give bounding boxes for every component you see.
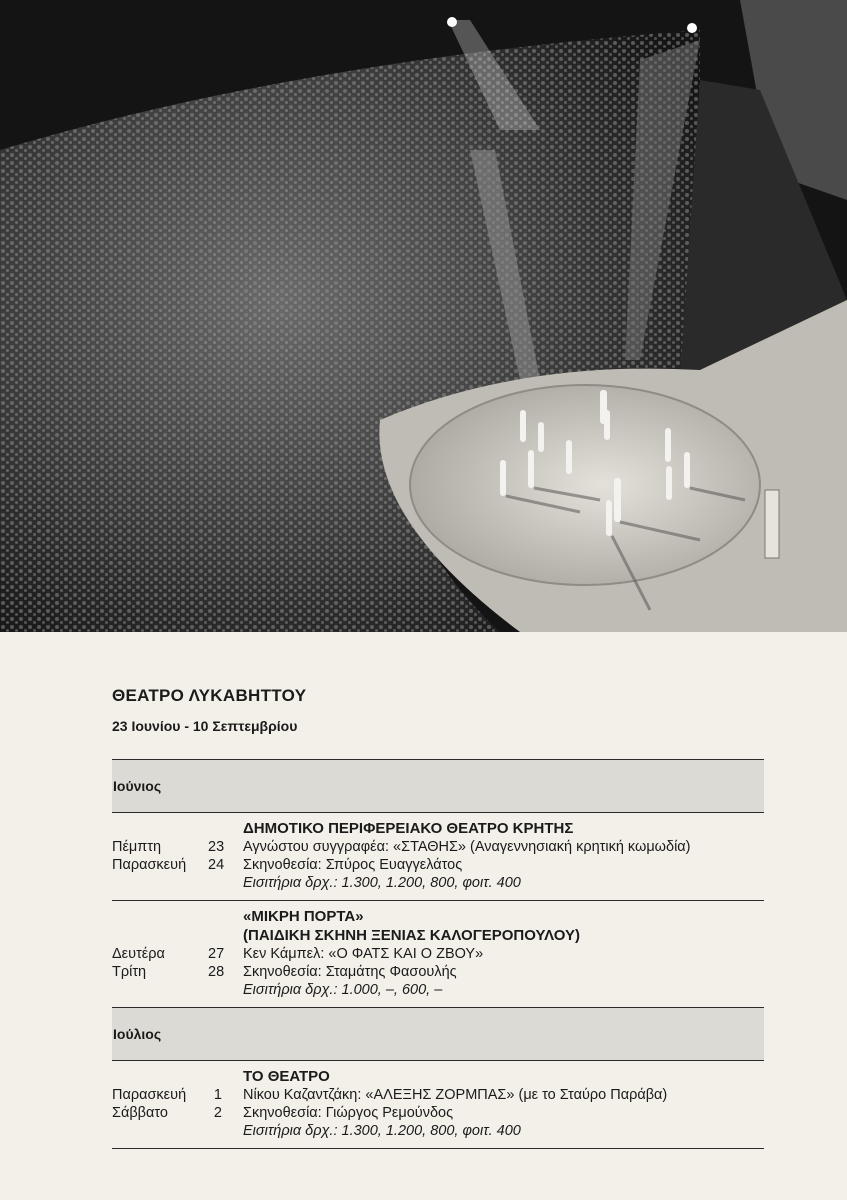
day-number: 24	[208, 857, 225, 873]
month-header-june: Ιούνιος	[112, 760, 764, 812]
weekday: Σάββατο	[112, 1105, 168, 1121]
event-entry	[112, 1061, 764, 1148]
director-info: Σκηνοθεσία: Σταμάτης Φασουλής	[243, 964, 457, 980]
season-dates: 23 Ιουνίου - 10 Σεπτεμβρίου	[112, 718, 298, 734]
event-entry	[112, 901, 764, 1007]
company-name: ΔΗΜΟΤΙΚΟ ΠΕΡΙΦΕΡΕΙΑΚΟ ΘΕΑΤΡΟ ΚΡΗΤΗΣ	[243, 820, 574, 837]
ticket-row	[112, 874, 764, 892]
day-number: 23	[208, 839, 225, 855]
weekday: Παρασκευή	[112, 857, 187, 873]
day-number: 1	[213, 1087, 222, 1103]
ticket-row	[112, 981, 764, 999]
performance-row	[112, 1086, 764, 1104]
play-info: Κεν Κάμπελ: «Ο ΦΑΤΣ ΚΑΙ Ο ΖΒΟΥ»	[243, 946, 484, 962]
play-info: Νίκου Καζαντζάκη: «ΑΛΕΞΗΣ ΖΟΡΜΠΑΣ» (με το Σταύρο Παράβα)	[243, 1087, 668, 1103]
day-number: 27	[208, 946, 225, 962]
ticket-prices: Εισιτήρια δρχ.: 1.300, 1.200, 800, φοιτ. 400	[243, 875, 521, 891]
performance-row	[112, 1104, 764, 1122]
ticket-row	[112, 1122, 764, 1140]
day-number: 2	[213, 1105, 222, 1121]
company-name: «ΜΙΚΡΗ ΠΟΡΤΑ»	[243, 908, 364, 925]
programme	[112, 686, 764, 1149]
month-header-july: Ιούλιος	[112, 1008, 764, 1060]
director-info: Σκηνοθεσία: Γιώργος Ρεμούνδος	[243, 1105, 454, 1121]
section-divider	[112, 1148, 764, 1149]
page-title: ΘΕΑΤΡΟ ΛΥΚΑΒΗΤΤΟΥ	[112, 686, 307, 705]
ticket-prices: Εισιτήρια δρχ.: 1.300, 1.200, 800, φοιτ. 400	[243, 1123, 521, 1139]
performance-row	[112, 963, 764, 981]
play-info: Αγνώστου συγγραφέα: «ΣΤΑΘΗΣ» (Αναγεννησιακή κρητική κωμωδία)	[243, 839, 691, 855]
weekday: Τρίτη	[112, 964, 147, 980]
performance-row	[112, 856, 764, 874]
weekday: Πέμπτη	[112, 839, 162, 855]
event-entry	[112, 813, 764, 900]
weekday: Δευτέρα	[112, 946, 165, 962]
performance-row	[112, 945, 764, 963]
company-name: ΤΟ ΘΕΑΤΡΟ	[243, 1068, 330, 1085]
ticket-prices: Εισιτήρια δρχ.: 1.000, –, 600, –	[243, 982, 443, 998]
company-subtitle: (ΠΑΙΔΙΚΗ ΣΚΗΝΗ ΞΕΝΙΑΣ ΚΑΛΟΓΕΡΟΠΟΥΛΟΥ)	[243, 927, 580, 944]
director-info: Σκηνοθεσία: Σπύρος Ευαγγελάτος	[243, 857, 463, 873]
day-number: 28	[208, 964, 225, 980]
weekday: Παρασκευή	[112, 1087, 187, 1103]
performance-row	[112, 838, 764, 856]
